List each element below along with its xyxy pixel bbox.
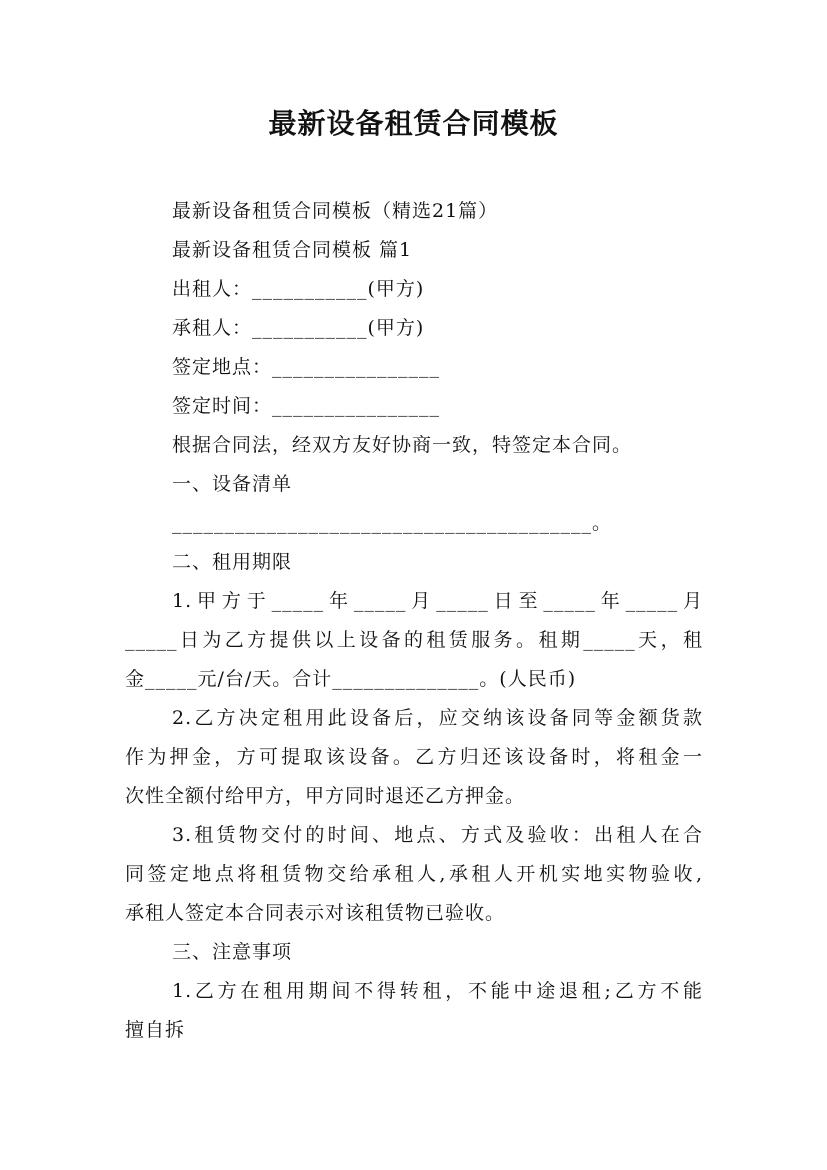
paragraph-line: 根据合同法，经双方友好协商一致，特签定本合同。 <box>172 434 633 456</box>
blank-line: ________________________________________。 <box>172 512 613 534</box>
paragraph-line: 擅自拆 <box>125 1019 186 1041</box>
section-heading: 最新设备租赁合同模板 篇1 <box>172 239 413 261</box>
lessor-field: 出租人：___________(甲方) <box>172 278 425 300</box>
paragraph-line: 2.乙方决定租用此设备后，应交纳该设备同等金额货款 <box>172 707 703 729</box>
lessee-field: 承租人：___________(甲方) <box>172 317 425 339</box>
signing-place-field: 签定地点：________________ <box>172 356 441 378</box>
paragraph-line: 金_____元/台/天。合计______________。(人民币) <box>125 668 577 690</box>
paragraph-line: 1.乙方在租用期间不得转租，不能中途退租;乙方不能 <box>172 980 703 1002</box>
subtitle-line: 最新设备租赁合同模板（精选21篇） <box>172 200 499 222</box>
paragraph-line: 同签定地点将租赁物交给承租人,承租人开机实地实物验收, <box>125 863 703 885</box>
section-heading: 二、租用期限 <box>172 551 293 573</box>
paragraph-line: 1.甲方于_____年_____月_____日至_____年_____月 <box>172 590 703 612</box>
paragraph-line: _____日为乙方提供以上设备的租赁服务。租期_____天，租 <box>125 629 703 651</box>
document-title: 最新设备租赁合同模板 <box>268 107 559 140</box>
section-heading: 三、注意事项 <box>172 941 293 963</box>
paragraph-line: 次性全额付给甲方，甲方同时退还乙方押金。 <box>125 785 526 807</box>
paragraph-line: 承租人签定本合同表示对该租赁物已验收。 <box>125 902 506 924</box>
signing-time-field: 签定时间：________________ <box>172 395 441 417</box>
paragraph-line: 作为押金，方可提取该设备。乙方归还该设备时，将租金一 <box>125 746 703 768</box>
section-heading: 一、设备清单 <box>172 473 293 495</box>
paragraph-line: 3.租赁物交付的时间、地点、方式及验收：出租人在合 <box>172 824 703 846</box>
